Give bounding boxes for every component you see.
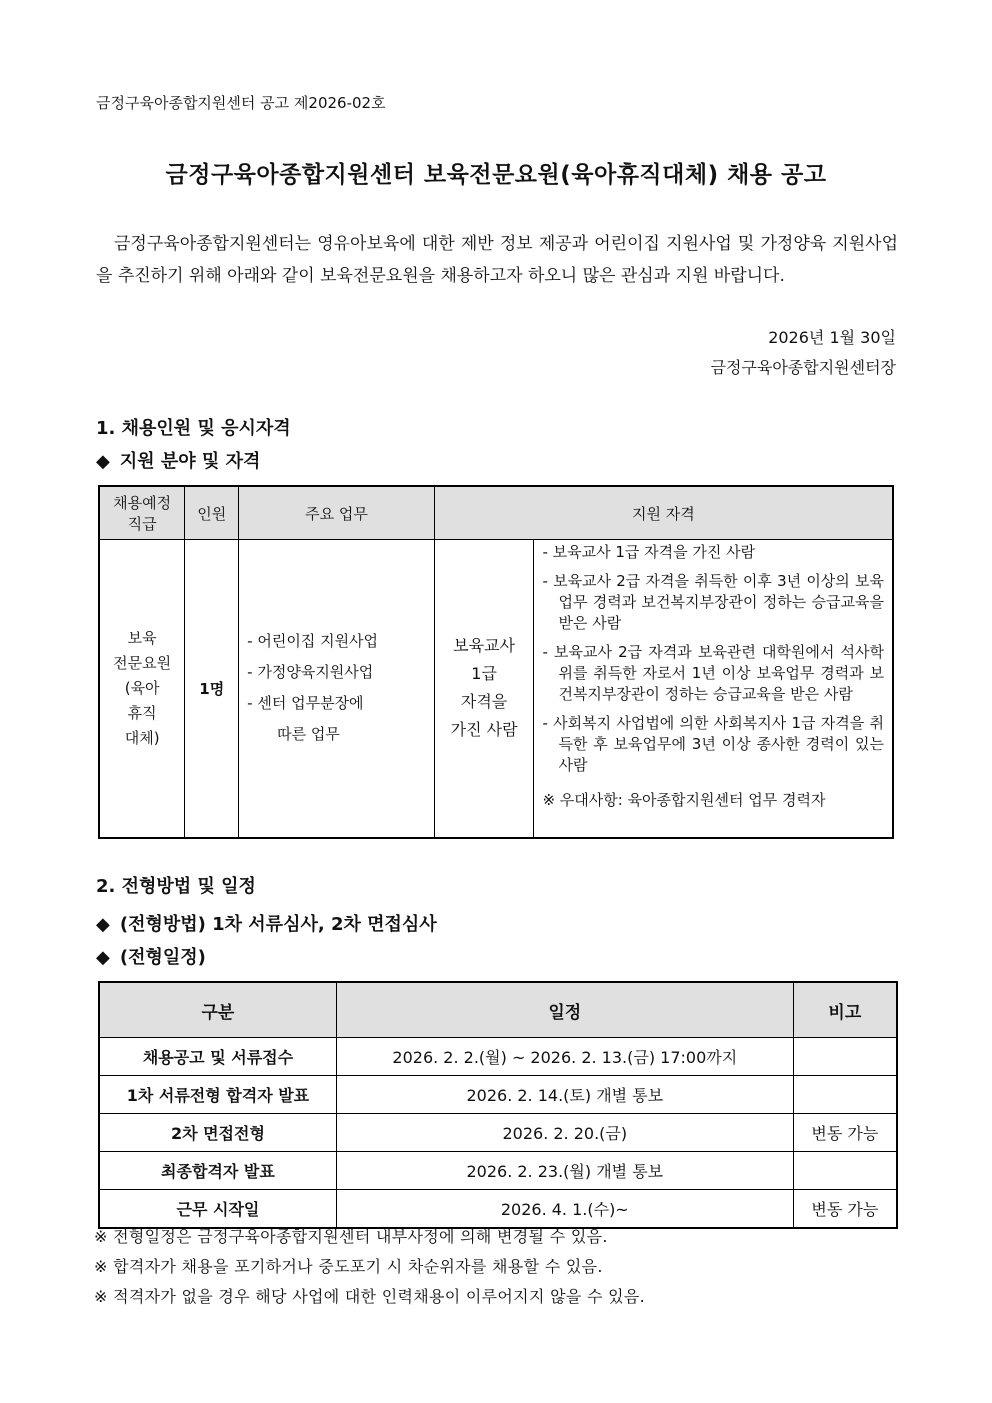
document-number: 금정구육아종합지원센터 공고 제2026-02호: [96, 94, 386, 112]
section2-heading: 2. 전형방법 및 일정: [96, 876, 256, 897]
header-qualifications: 지원 자격: [434, 486, 893, 540]
header-position: 채용예정 직급: [99, 486, 185, 540]
footnote: ※ 합격자가 채용을 포기하거나 중도포기 시 차순위자를 채용할 수 있음.: [94, 1257, 603, 1276]
note-cell: 변동 가능: [793, 1114, 897, 1152]
note-cell: [793, 1038, 897, 1076]
method-text: (전형방법) 1차 서류심사, 2차 면접심사: [119, 914, 437, 935]
duties-cell: [239, 540, 435, 838]
diamond-bullet-icon: ◆: [96, 914, 110, 935]
section1-heading: 1. 채용인원 및 응시자격: [96, 418, 291, 439]
stage-cell: 2차 면접전형: [99, 1114, 336, 1152]
schedule-label-text: (전형일정): [119, 947, 206, 968]
selection-method: [96, 910, 437, 936]
table-row: [99, 540, 893, 838]
qualification-item: - 보육교사 1급 자격을 가진 사람: [542, 543, 756, 561]
duty-item: - 센터 업무분장에: [247, 694, 364, 713]
footnote: ※ 전형일정은 금정구육아종합지원센터 내부사정에 의해 변경될 수 있음.: [94, 1227, 608, 1246]
header-date: 일정: [336, 982, 793, 1038]
issuer-name: 금정구육아종합지원센터장: [710, 358, 896, 377]
date-cell: 2026. 2. 2.(월) ~ 2026. 2. 13.(금) 17:00까지: [336, 1038, 793, 1076]
stage-cell: 최종합격자 발표: [99, 1152, 336, 1190]
schedule-label: [96, 943, 206, 969]
position-cell: [99, 540, 185, 838]
date-cell: 2026. 2. 23.(월) 개별 통보: [336, 1152, 793, 1190]
duty-item: - 어린이집 지원사업: [247, 632, 379, 651]
section1-subheading: [96, 447, 260, 473]
stage-cell: 채용공고 및 서류접수: [99, 1038, 336, 1076]
qual-summary-cell: [434, 540, 534, 838]
header-note: 비고: [793, 982, 897, 1038]
position-text: 보육 전문요원 (육아 휴직 대체): [113, 628, 172, 747]
table-row: [99, 1190, 897, 1229]
duty-item: 따른 업무: [277, 725, 340, 744]
table-row: [99, 1114, 897, 1152]
footnote: ※ 적격자가 없을 경우 해당 사업에 대한 인력채용이 이루어지지 않을 수 있음.: [94, 1287, 646, 1306]
note-cell: 변동 가능: [793, 1190, 897, 1229]
count-cell: 1명: [185, 540, 239, 838]
date-cell: 2026. 4. 1.(수)~: [336, 1190, 793, 1229]
qual-summary-text: 보육교사 1급 자격을 가진 사람: [450, 636, 518, 740]
table-row: [99, 1152, 897, 1190]
header-count: 인원: [185, 486, 239, 540]
preference-note: ※ 우대사항: 육아종합지원센터 업무 경력자: [542, 791, 826, 809]
qualification-item: - 사회복지 사업법에 의한 사회복지사 1급 자격을 취득한 후 보육업무에 3년 이상 종사한 경력이 있는 사람: [542, 714, 884, 774]
qualification-table: [98, 485, 894, 839]
table-row: [99, 1076, 897, 1114]
duty-item: - 가정양육지원사업: [247, 663, 374, 682]
stage-cell: 1차 서류전형 합격자 발표: [99, 1076, 336, 1114]
table-row: [99, 1038, 897, 1076]
date-cell: 2026. 2. 20.(금): [336, 1114, 793, 1152]
schedule-table: [98, 981, 898, 1229]
qualification-item: - 보육교사 2급 자격과 보육관련 대학원에서 석사학위를 취득한 자로서 1년 이상 보육업무 경력과 보건복지부장관이 정하는 승급교육을 받은 사람: [542, 643, 884, 703]
diamond-bullet-icon: ◆: [96, 947, 110, 968]
subheading-text: 지원 분야 및 자격: [119, 451, 261, 472]
table-header-row: [99, 982, 897, 1038]
note-cell: [793, 1076, 897, 1114]
table-header-row: [99, 486, 893, 540]
page-title: 금정구육아종합지원센터 보육전문요원(육아휴직대체) 채용 공고: [165, 162, 827, 188]
notice-date: 2026년 1월 30일: [768, 328, 896, 347]
note-cell: [793, 1152, 897, 1190]
diamond-bullet-icon: ◆: [96, 451, 110, 472]
header-duties: 주요 업무: [239, 486, 435, 540]
date-cell: 2026. 2. 14.(토) 개별 통보: [336, 1076, 793, 1114]
stage-cell: 근무 시작일: [99, 1190, 336, 1229]
header-stage: 구분: [99, 982, 336, 1038]
qualifications-cell: [534, 540, 893, 838]
qualification-item: - 보육교사 2급 자격을 취득한 이후 3년 이상의 보육업무 경력과 보건복지부장관이 정하는 승급교육을 받은 사람: [542, 572, 884, 632]
intro-paragraph: 금정구육아종합지원센터는 영유아보육에 대한 제반 정보 제공과 어린이집 지원사업 및 가정양육 지원사업을 추진하기 위해 아래와 같이 보육전문요원을 채용하고자 하오니 많은 관심과 지원 바랍니다.: [96, 234, 898, 286]
